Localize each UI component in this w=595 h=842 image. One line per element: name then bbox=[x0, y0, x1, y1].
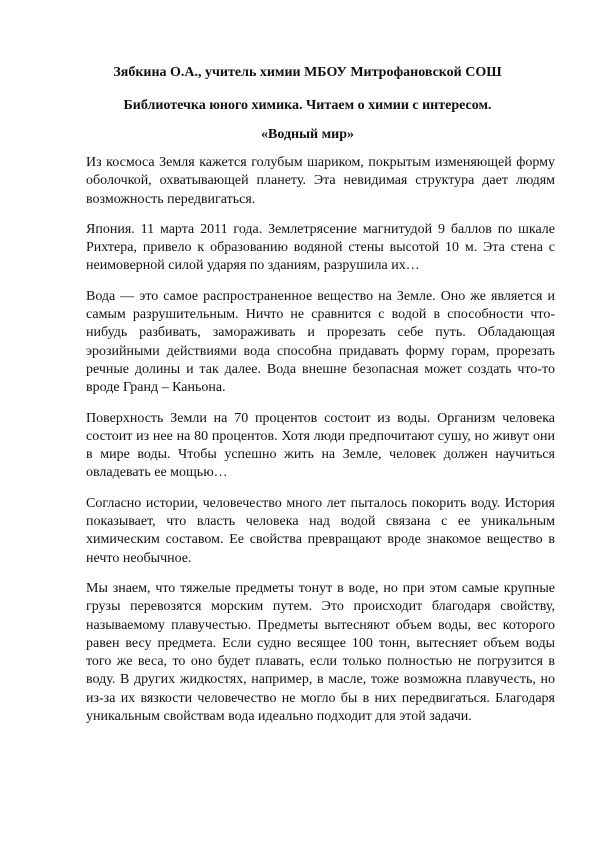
series-title: Библиотечка юного химика. Читаем о химии с интересом. bbox=[123, 98, 492, 113]
paragraph: Мы знаем, что тяжелые предметы тонут в воде, но при этом самые крупные грузы перевозятся морским путем. Это происходит благодаря свойству, называемому плавучестью. Предметы вытесняют объем воды, вес которого равен весу предмета. Если судно весящее 100 тонн, вытесняет объем воды того же веса, то оно будет плавать, если только полностью не погрузится в воду. В других жидкостях, например, в масле, тоже возможна плавучесть, но из-за их вязкости человечество не могло бы в них передвигаться. Благодаря уникальным свойствам вода идеально подходит для этой задачи. bbox=[86, 580, 555, 725]
author-line: Зябкина О.А., учитель химии МБОУ Митрофановской СОШ bbox=[113, 65, 502, 80]
paragraph: Поверхность Земли на 70 процентов состоит из воды. Организм человека состоит из нее на 80 процентов. Хотя люди предпочитают сушу, но живут они в мире воды. Чтобы успешно жить на Земле, человек должен научиться овладевать ее мощью… bbox=[86, 410, 555, 481]
paragraph: Из космоса Земля кажется голубым шариком, покрытым изменяющей форму оболочкой, охватывающей планету. Эта невидимая структура дает людям возможность передвигаться. bbox=[86, 155, 555, 207]
paragraph: Япония. 11 марта 2011 года. Землетрясение магнитудой 9 баллов по шкале Рихтера, привело к образованию водяной стены высотой 10 м. Эта стена с неимоверной силой ударяя по зданиям, разрушила их… bbox=[86, 221, 555, 274]
paragraph: Согласно истории, человечество много лет пыталось покорить воду. История показывает, что власть человека над водой связана с ее уникальным химическим составом. Ее свойства превращают вроде знакомое вещество в нечто необычное. bbox=[86, 495, 555, 566]
paragraph: Вода — это самое распространенное вещество на Земле. Оно же является и самым разрушительным. Ничто не сравнится с водой в способности что-нибудь разбивать, замораживать и прорезать себе путь. Обладающая эрозийными действиями вода способна придавать форму горам, прорезать речные долины и так далее. Вода внешне безопасная может создать что-то вроде Гранд – Каньона. bbox=[86, 288, 555, 396]
article-title: «Водный мир» bbox=[261, 127, 354, 142]
article-body bbox=[86, 154, 555, 738]
